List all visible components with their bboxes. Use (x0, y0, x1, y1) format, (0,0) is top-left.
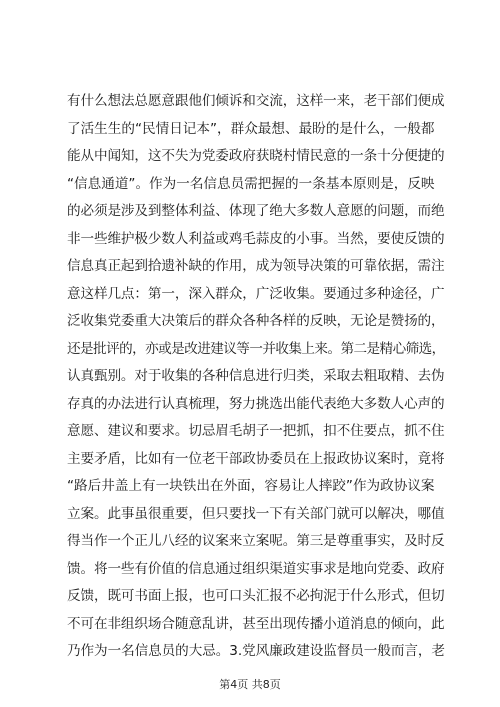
text-line: “信息通道”。作为一名信息员需把握的一条基本原则是，反映 (67, 175, 435, 192)
text-line: 馈。将一些有价值的信息通过组织渠道实事求是地向党委、政府 (67, 560, 445, 577)
text-line: 不可在非组织场合随意乱讲，甚至出现传播小道消息的倾向，此 (67, 615, 445, 632)
text-line: 立案。此事虽很重要，但只要找一下有关部门就可以解决，哪值 (67, 505, 445, 522)
text-line: 得当作一个正儿八经的议案来立案呢。第三是尊重事实，及时反 (67, 533, 445, 549)
text-line: 还是批评的，亦或是改进建议等一并收集上来。第二是精心筛选， (67, 340, 445, 357)
text-line: 信息真正起到拾遗补缺的作用，成为领导决策的可靠依据，需注 (67, 258, 445, 274)
text-line: 非一些维护极少数人利益或鸡毛蒜皮的小事。当然，要使反馈的 (67, 230, 445, 247)
text-line: 认真甄别。对于收集的各种信息进行归类，采取去粗取精、去伪 (67, 368, 445, 384)
text-line: 泛收集党委重大决策后的群众各种各样的反映，无论是赞扬的， (67, 313, 445, 329)
text-line: 意这样几点：第一，深入群众，广泛收集。要通过多种途径，广 (67, 285, 445, 302)
text-line: “路后井盖上有一块铁出在外面，容易让人摔跤”作为政协议案 (67, 478, 435, 494)
text-line: 的必须是涉及到整体利益、体现了绝大多数人意愿的问题，而绝 (67, 203, 445, 219)
text-line: 乃作为一名信息员的大忌。3.党风廉政建设监督员一般而言，老 (67, 643, 445, 659)
text-line: 意愿、建议和要求。切忌眉毛胡子一把抓，扣不住要点，抓不住 (67, 423, 445, 439)
text-line: 了活生生的“民情日记本”，群众最想、最盼的是什么，一般都 (67, 120, 435, 137)
text-line: 能从中闻知，这不失为党委政府获晓村情民意的一条十分便捷的 (67, 148, 445, 164)
text-line: 反馈，既可书面上报，也可口头汇报不必拘泥于什么形式，但切 (67, 588, 445, 604)
page-footer: 第4页 共8页 (219, 678, 281, 691)
text-line: 主要矛盾，比如有一位老干部政协委员在上报政协议案时，竟将 (67, 450, 445, 467)
body-text (67, 88, 445, 666)
text-line: 有什么想法总愿意跟他们倾诉和交流，这样一来，老干部们便成 (67, 93, 445, 109)
text-line: 存真的办法进行认真梳理，努力挑选出能代表绝大多数人心声的 (67, 395, 445, 412)
